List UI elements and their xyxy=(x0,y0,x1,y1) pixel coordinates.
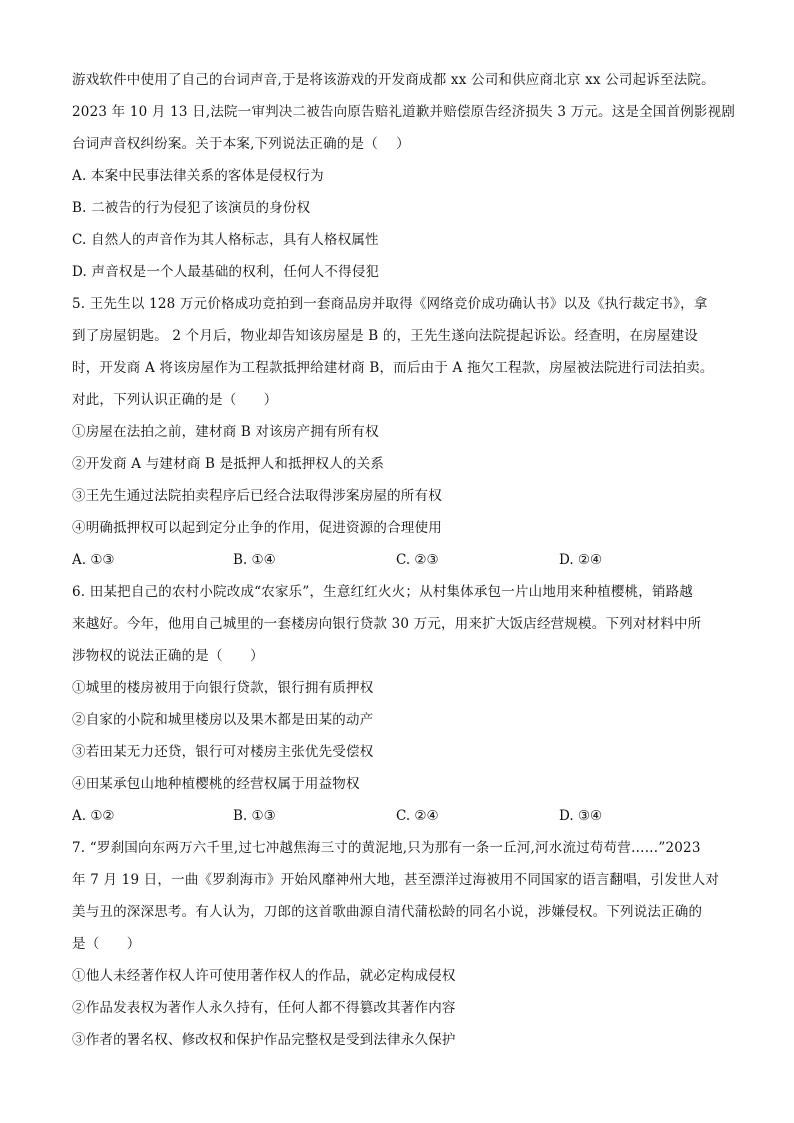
q6-choice-d: D. ③④ xyxy=(559,808,603,824)
q6-choice-b: B. ①③ xyxy=(233,808,276,824)
q5-choice-a: A. ①③ xyxy=(72,552,115,568)
q4-option-b: B. 二被告的行为侵犯了该演员的身份权 xyxy=(72,200,311,216)
question-7 xyxy=(72,832,722,1056)
q5-choices xyxy=(72,544,722,576)
q5-stem-line-2: 到了房屋钥匙。 2 个月后，物业却告知该房屋是 B 的，王先生遂向法院提起诉讼。经查明，在房屋建设 xyxy=(72,328,698,344)
question-5 xyxy=(72,288,722,576)
q6-statement-1: ①城里的楼房被用于向银行贷款，银行拥有质押权 xyxy=(72,680,374,696)
q7-statement-3: ③作者的署名权、修改权和保护作品完整权是受到法律永久保护 xyxy=(72,1032,456,1048)
q5-stem-line-4: 对此，下列认识正确的是（ ） xyxy=(72,392,278,408)
question-6 xyxy=(72,576,722,832)
q4-option-c: C. 自然人的声音作为其人格标志，具有人格权属性 xyxy=(72,232,379,248)
q7-statement-2: ②作品发表权为著作人永久持有，任何人都不得篡改其著作内容 xyxy=(72,1000,456,1016)
q4-stem-line-1: 游戏软件中使用了自己的台词声音,于是将该游戏的开发商成都 xx 公司和供应商北京 xx 公司起诉至法院。 xyxy=(72,72,715,88)
q7-stem-line-3: 美与丑的深深思考。有人认为，刀郎的这首歌曲源自清代蒲松龄的同名小说，涉嫌侵权。下列说法正确的 xyxy=(72,904,703,920)
q6-stem-line-1: 6. 田某把自己的农村小院改成“农家乐”，生意红红火火；从村集体承包一片山地用来种植樱桃，销路越 xyxy=(72,584,694,600)
q5-choice-b: B. ①④ xyxy=(233,552,276,568)
q6-statement-3: ③若田某无力还贷，银行可对楼房主张优先受偿权 xyxy=(72,744,374,760)
q5-stem-line-1: 5. 王先生以 128 万元价格成功竞拍到一套商品房并取得《网络竞价成功确认书》以及《执行裁定书》，拿 xyxy=(72,296,708,312)
q6-stem-line-3: 涉物权的说法正确的是（ ） xyxy=(72,648,264,664)
q5-stem-line-3: 时，开发商 A 将该房屋作为工程款抵押给建材商 B，而后由于 A 拖欠工程款，房屋被法院进行司法拍卖。 xyxy=(72,360,714,376)
q4-option-a: A. 本案中民事法律关系的客体是侵权行为 xyxy=(72,168,324,184)
q7-statement-1: ①他人未经著作权人许可使用著作权人的作品，就必定构成侵权 xyxy=(72,968,456,984)
q5-statement-1: ①房屋在法拍之前，建材商 B 对该房产拥有所有权 xyxy=(72,424,379,440)
q4-stem-line-2: 2023 年 10 月 13 日,法院一审判决二被告向原告赔礼道歉并赔偿原告经济损失 3 万元。这是全国首例影视剧 xyxy=(72,104,736,120)
q6-choices xyxy=(72,800,722,832)
q6-stem-line-2: 来越好。今年，他用自己城里的一套楼房向银行贷款 30 万元，用来扩大饭店经营规模。下列对材料中所 xyxy=(72,616,702,632)
question-4 xyxy=(72,64,736,288)
q5-choice-c: C. ②③ xyxy=(396,552,439,568)
q6-choice-c: C. ②④ xyxy=(396,808,439,824)
q6-statement-4: ④田某承包山地种植樱桃的经营权属于用益物权 xyxy=(72,776,360,792)
q5-statement-2: ②开发商 A 与建材商 B 是抵押人和抵押权人的关系 xyxy=(72,456,385,472)
exam-page xyxy=(72,64,736,1056)
q4-stem-line-3: 台词声音权纠纷案。关于本案,下列说法正确的是（ ） xyxy=(72,136,410,152)
q7-stem-line-2: 年 7 月 19 日，一曲《罗刹海市》开始风靡神州大地，甚至漂洋过海被用不同国家的语言翻唱，引发世人对 xyxy=(72,872,720,888)
q5-statement-3: ③王先生通过法院拍卖程序后已经合法取得涉案房屋的所有权 xyxy=(72,488,442,504)
q6-statement-2: ②自家的小院和城里楼房以及果木都是田某的动产 xyxy=(72,712,374,728)
q5-choice-d: D. ②④ xyxy=(559,552,603,568)
q4-option-d: D. 声音权是一个人最基础的权利，任何人不得侵犯 xyxy=(72,264,380,280)
q7-stem-line-4: 是（ ） xyxy=(72,936,141,952)
q7-stem-line-1: 7. “罗刹国向东两万六千里,过七冲越焦海三寸的黄泥地,只为那有一条一丘河,河水流过苟苟营……”2023 xyxy=(72,840,701,856)
q6-choice-a: A. ①② xyxy=(72,808,115,824)
q5-statement-4: ④明确抵押权可以起到定分止争的作用，促进资源的合理使用 xyxy=(72,520,442,536)
